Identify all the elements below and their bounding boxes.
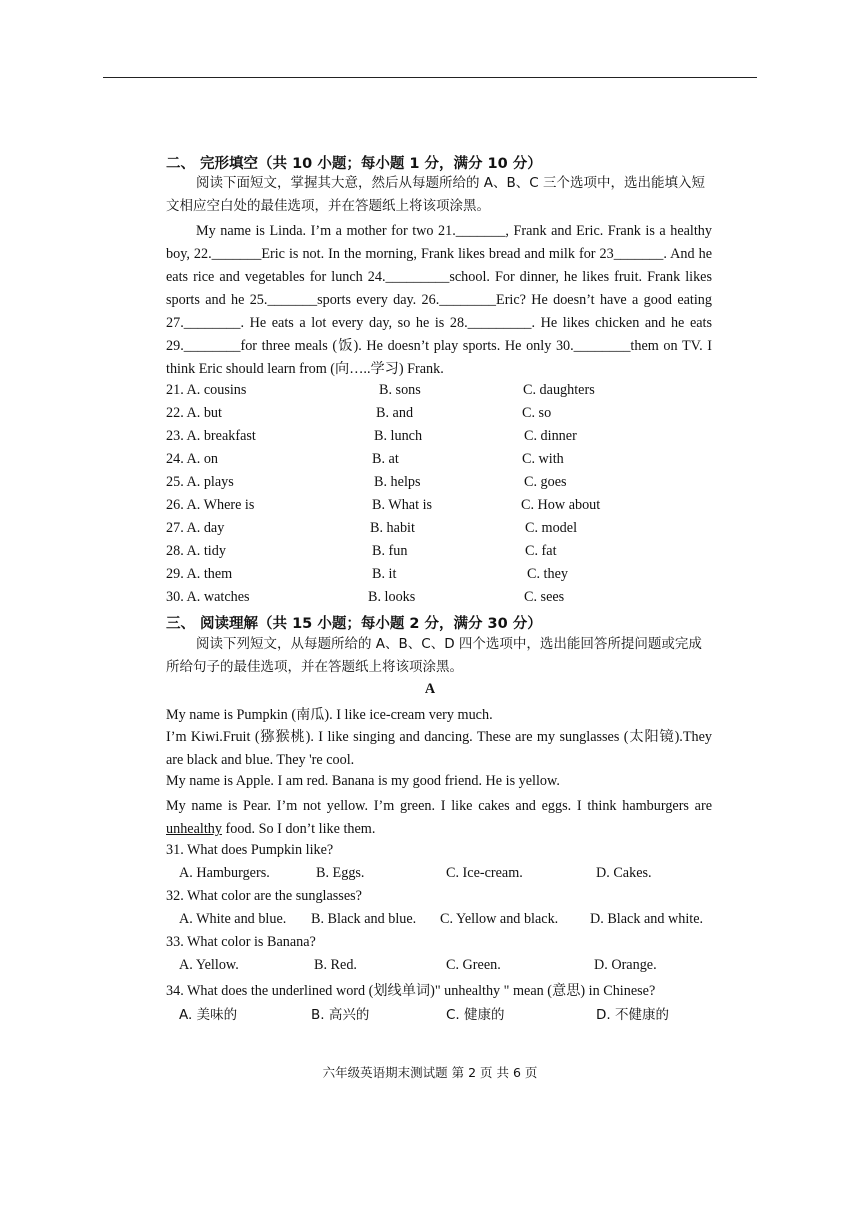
q33-option-b: B. Red.: [314, 957, 357, 973]
q27-option-a: 27. A. day: [166, 520, 225, 536]
q30-option-b: B. looks: [368, 589, 416, 605]
q27-option-b: B. habit: [370, 520, 415, 536]
q32-option-a: A. White and blue.: [179, 911, 287, 927]
reading-line-pear: [166, 795, 712, 841]
q28-option-a: 28. A. tidy: [166, 543, 226, 559]
q21-option-b: B. sons: [379, 382, 421, 398]
q30-option-c: C. sees: [524, 589, 565, 605]
q22-option-b: B. and: [376, 405, 414, 421]
q34-option-a: A. 美味的: [179, 1007, 238, 1023]
reading-line-pumpkin: My name is Pumpkin (南瓜). I like ice-cream very much.: [166, 707, 493, 723]
q30-option-a: 30. A. watches: [166, 589, 250, 605]
q33-option-a: A. Yellow.: [179, 957, 239, 973]
underlined-word: unhealthy: [166, 821, 222, 837]
q29-option-b: B. it: [372, 566, 397, 582]
q34-option-b: B. 高兴的: [311, 1007, 370, 1023]
q31-option-d: D. Cakes.: [596, 865, 652, 881]
passage-label: A: [424, 681, 436, 697]
q21-option-a: 21. A. cousins: [166, 382, 247, 398]
q22-option-c: C. so: [522, 405, 552, 421]
q25-option-c: C. goes: [524, 474, 567, 490]
q27-option-c: C. model: [525, 520, 578, 536]
q28-option-b: B. fun: [372, 543, 408, 559]
section3-title: 三、 阅读理解（共 15 小题；每小题 2 分，满分 30 分）: [166, 616, 542, 632]
q29-option-c: C. they: [527, 566, 568, 582]
cloze-passage: My name is Linda. I’m a mother for two 21._______, Frank and Eric. Frank is a healthy boy, 22._______Eric is not. In the morning, Frank likes bread and milk for 23_______. And he eats rice and vegetables for lunch 24._________school. For dinner, he likes fruit. Frank likes sports and he 25._______sports every day. 26.________Eric? He doesn’t have a good eating 27.________. He eats a lot every day, so he is 28._________. He likes chicken and he eats 29.________for three meals (饭). He doesn’t play sports. He only 30.________them on TV. I think Eric should learn from (向…..学习) Frank.: [166, 223, 712, 377]
q34-option-c: C. 健康的: [446, 1007, 505, 1023]
q32-stem: 32. What color are the sunglasses?: [166, 888, 362, 904]
q31-stem: 31. What does Pumpkin like?: [166, 842, 334, 858]
section2-instructions: 阅读下面短文，掌握其大意，然后从每题所给的 A、B、C 三个选项中，选出能填入短文相应空白处的最佳选项，并在答题纸上将该项涂黑。: [166, 175, 706, 214]
section2-title: 二、 完形填空（共 10 小题；每小题 1 分，满分 10 分）: [166, 156, 542, 172]
q32-option-d: D. Black and white.: [590, 911, 704, 927]
q33-option-c: C. Green.: [446, 957, 501, 973]
reading-line-apple: My name is Apple. I am red. Banana is my good friend. He is yellow.: [166, 773, 560, 789]
q29-option-a: 29. A. them: [166, 566, 233, 582]
q26-option-b: B. What is: [372, 497, 433, 513]
q24-option-a: 24. A. on: [166, 451, 219, 467]
reading-line-kiwi: I’m Kiwi.Fruit (猕猴桃). I like singing and dancing. These are my sunglasses (太阳镜).They are black and blue. They 're cool.: [166, 729, 712, 768]
q34-option-d: D. 不健康的: [596, 1007, 669, 1023]
q25-option-b: B. helps: [374, 474, 421, 490]
pear-text-end: food. So I don’t like them.: [221, 821, 376, 837]
q22-option-a: 22. A. but: [166, 405, 222, 421]
q34-stem: 34. What does the underlined word (划线单词)" unhealthy " mean (意思) in Chinese?: [166, 983, 656, 999]
q32-option-b: B. Black and blue.: [311, 911, 417, 927]
q31-option-c: C. Ice-cream.: [446, 865, 523, 881]
q24-option-c: C. with: [522, 451, 564, 467]
header-rule: [103, 77, 757, 78]
section3-instructions: 阅读下列短文，从每题所给的 A、B、C、D 四个选项中，选出能回答所提问题或完成所给句子的最佳选项，并在答题纸上将该项涂黑。: [166, 636, 702, 675]
q21-option-c: C. daughters: [523, 382, 595, 398]
page-footer: 六年级英语期末测试题 第 2 页 共 6 页: [322, 1065, 538, 1080]
q26-option-a: 26. A. Where is: [166, 497, 255, 513]
q24-option-b: B. at: [372, 451, 399, 467]
q25-option-a: 25. A. plays: [166, 474, 234, 490]
q31-option-a: A. Hamburgers.: [179, 865, 270, 881]
q33-stem: 33. What color is Banana?: [166, 934, 316, 950]
q23-option-c: C. dinner: [524, 428, 577, 444]
q31-option-b: B. Eggs.: [316, 865, 365, 881]
pear-text-start: My name is Pear. I’m not yellow. I’m green. I like cakes and eggs. I think hamburgers are: [166, 798, 712, 814]
q26-option-c: C. How about: [521, 497, 601, 513]
q23-option-b: B. lunch: [374, 428, 423, 444]
q23-option-a: 23. A. breakfast: [166, 428, 256, 444]
q32-option-c: C. Yellow and black.: [440, 911, 559, 927]
q28-option-c: C. fat: [525, 543, 557, 559]
q33-option-d: D. Orange.: [594, 957, 657, 973]
